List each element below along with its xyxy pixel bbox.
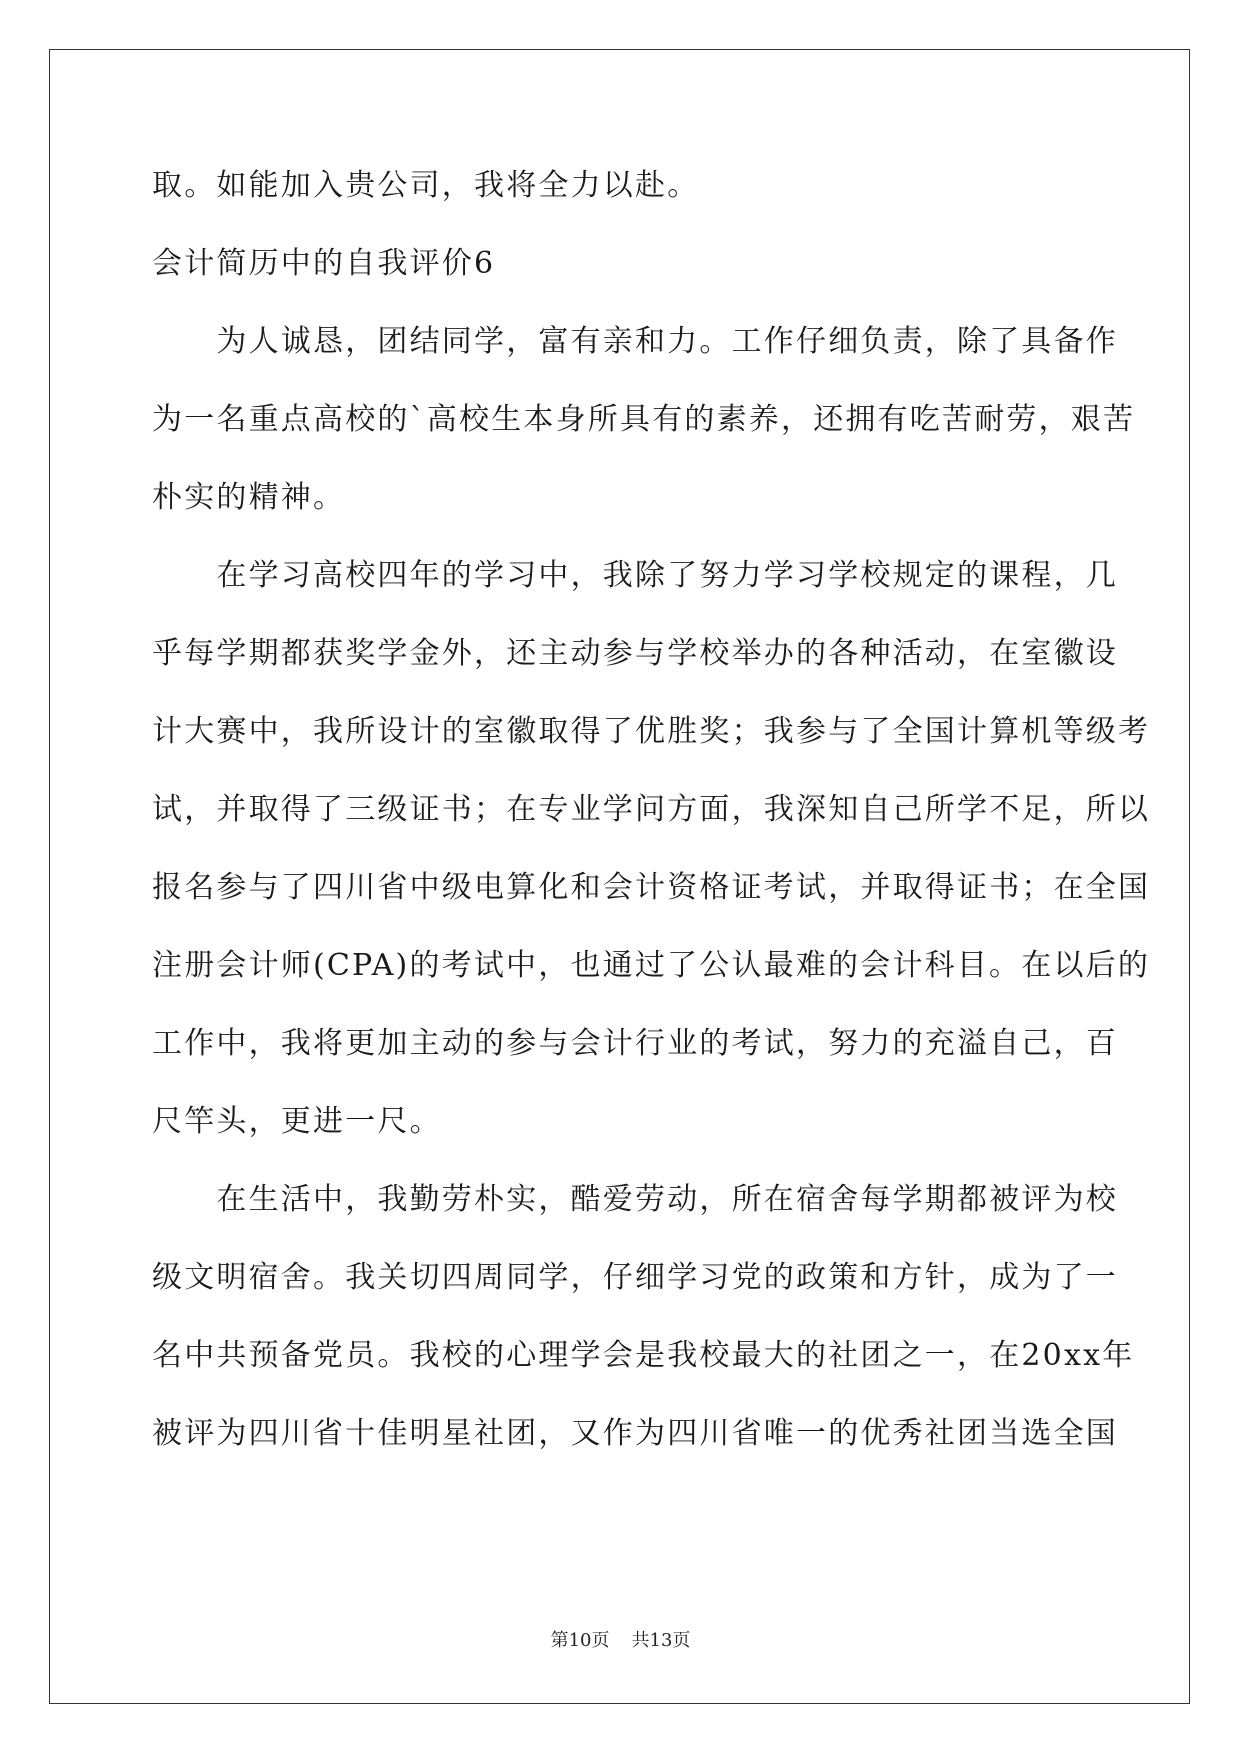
text-line: 计大赛中，我所设计的室徽取得了优胜奖；我参与了全国计算机等级考 <box>152 714 1151 749</box>
text-line: 在生活中，我勤劳朴实，酷爱劳动，所在宿舍每学期都被评为校 <box>152 1182 1118 1217</box>
page-footer <box>0 1626 1241 1652</box>
text-line: 被评为四川省十佳明星社团，又作为四川省唯一的优秀社团当选全国 <box>152 1416 1118 1451</box>
text-line: 名中共预备党员。我校的心理学会是我校最大的社团之一，在20xx年 <box>152 1338 1135 1373</box>
text-line: 试，并取得了三级证书；在专业学问方面，我深知自己所学不足，所以 <box>152 792 1151 827</box>
document-body <box>152 164 1151 1490</box>
text-line: 为一名重点高校的`高校生本身所具有的素养，还拥有吃苦耐劳，艰苦 <box>152 402 1136 437</box>
text-line: 在学习高校四年的学习中，我除了努力学习学校规定的课程，几 <box>152 558 1118 593</box>
text-line: 朴实的精神。 <box>152 480 346 515</box>
text-line: 乎每学期都获奖学金外，还主动参与学校举办的各种活动，在室徽设 <box>152 636 1118 671</box>
page-total: 共13页 <box>631 1630 691 1651</box>
text-line: 级文明宿舍。我关切四周同学，仔细学习党的政策和方针，成为了一 <box>152 1260 1118 1295</box>
page-number: 第10页 <box>550 1630 610 1651</box>
text-line: 工作中，我将更加主动的参与会计行业的考试，努力的充溢自己，百 <box>152 1026 1118 1061</box>
text-line: 取。如能加入贵公司，我将全力以赴。 <box>152 168 700 203</box>
text-line: 尺竿头，更进一尺。 <box>152 1104 442 1139</box>
section-heading: 会计简历中的自我评价6 <box>152 246 496 281</box>
text-line: 报名参与了四川省中级电算化和会计资格证考试，并取得证书；在全国 <box>152 870 1151 905</box>
text-line: 注册会计师(CPA)的考试中，也通过了公认最难的会计科目。在以后的 <box>152 948 1151 983</box>
text-line: 为人诚恳，团结同学，富有亲和力。工作仔细负责，除了具备作 <box>152 324 1118 359</box>
